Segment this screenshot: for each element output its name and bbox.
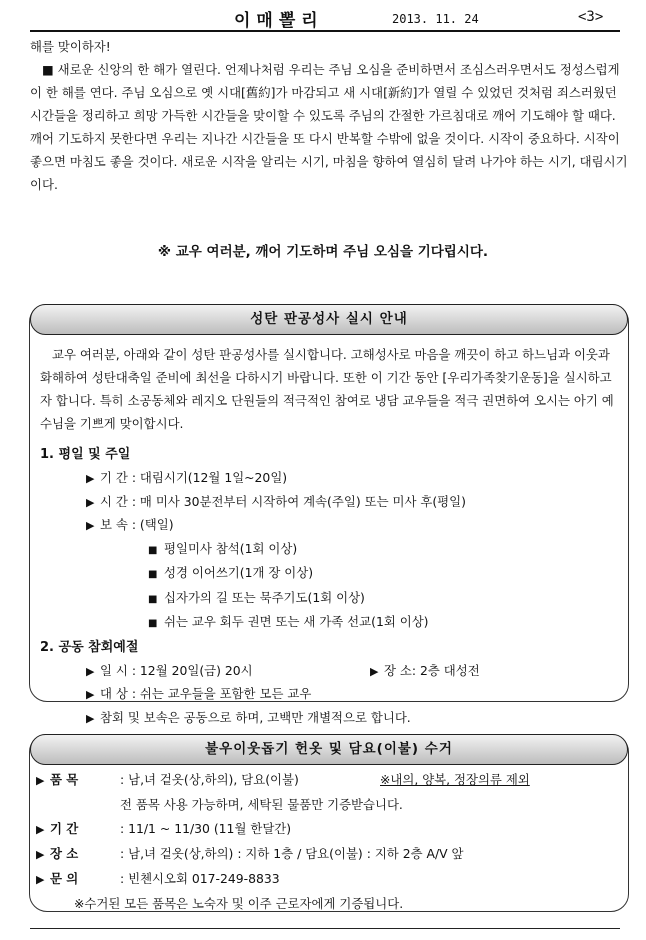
triangle-bullet-icon: ▶ (86, 495, 95, 509)
exclusion-note: ※내의, 양복, 정장의류 제외 (380, 772, 530, 787)
period-row: ▶ 기 간 : 대림시기(12월 1일~20일) (40, 467, 618, 491)
confession-lead: 교우 여러분, 아래와 같이 성탄 판공성사를 실시합니다. 고해성사로 마음을 깨끗이 하고 하느님과 이웃과 화해하여 성탄대축일 준비에 최선을 다하시기 바랍니다. 또한 이 기간 동안 [우리가족찾기운동]을 실시하고자 합니다. 특히 소공동체와 레지오 단원들의 적극적인 참여로 냉담 교우들을 적극 권면하여 오시는 아기 예수님을 기쁘게 맞이합시다. (40, 347, 614, 431)
note-row: ▶ 참회 및 보속은 공동으로 하며, 고백만 개별적으로 합니다. (40, 707, 618, 731)
page-header (30, 8, 620, 32)
triangle-bullet-icon: ▶ (36, 873, 45, 886)
place-row: ▶ 장 소 : 남,녀 겉옷(상,하의) : 지하 1층 / 담요(이불) : 지하 2층 A/V 앞 (36, 842, 618, 867)
triangle-bullet-icon: ▶ (86, 711, 95, 725)
confession-heading: 성탄 판공성사 실시 안내 (30, 304, 628, 335)
square-bullet-icon: ■ (148, 593, 158, 605)
square-bullet-icon: ■ (148, 618, 158, 629)
intro-line: 해를 맞이하자! (30, 39, 111, 54)
option-item: ■ 성경 이어쓰기(1개 장 이상) (40, 562, 618, 587)
donation-heading: 불우이웃돕기 헌옷 및 담요(이불) 수거 (30, 734, 628, 765)
footer-divider (30, 928, 620, 929)
donation-notice-box (29, 734, 629, 912)
newsletter-title: 이매뽈리 (234, 11, 324, 31)
triangle-bullet-icon: ▶ (86, 664, 95, 678)
triangle-bullet-icon: ▶ (36, 848, 45, 861)
triangle-bullet-icon: ▶ (86, 688, 95, 701)
intro-paragraph: ■ 새로운 신앙의 한 해가 열린다. 언제나처럼 우리는 주님 오심을 준비하면서 조심스러우면서도 정성스럽게 이 한 해를 연다. 주님 오심으로 옛 시대[舊約]가 마감되고 새 시대[新約]가 열릴 수 있었던 것처럼 죄스러웠던 시간들을 정리하고 희망 가득한 시간들을 맞이할 수 있도록 주님의 간절한 가르침대로 깨어 기도해야 할 때다. 깨어 기도하지 못한다면 우리는 지나간 시간들을 또 다시 반복할 수밖에 없을 것이다. 시작이 중요하다. 시작이 좋으면 마침도 좋을 것이다. 새로운 시작을 알리는 시기, 마침을 향하여 열심히 달려 나가야 하는 시기, 대림시기이다. (30, 62, 628, 192)
section1-title: 1. 평일 및 주일 (40, 447, 131, 462)
intro-emphasis: ※ 교우 여러분, 깨어 기도하며 주님 오심을 기다립시다. (157, 244, 489, 260)
triangle-bullet-icon: ▶ (370, 664, 379, 678)
option-item: ■ 십자가의 길 또는 묵주기도(1회 이상) (40, 587, 618, 612)
confession-notice-box (29, 304, 629, 725)
square-bullet-icon: ■ (148, 569, 158, 580)
square-bullet-icon: ■ (148, 544, 158, 556)
date-place-row: ▶ 일 시 : 12월 20일(금) 20시 ▶ 장 소: 2층 대성전 (40, 660, 618, 684)
triangle-bullet-icon: ▶ (36, 774, 45, 787)
triangle-bullet-icon: ▶ (86, 519, 95, 532)
triangle-bullet-icon: ▶ (86, 472, 95, 485)
section2-title: 2. 공동 참회예절 (40, 639, 139, 655)
supplement-row: ▶ 보 속 : (택일) (40, 514, 618, 538)
period-row: ▶ 기 간 : 11/1 ~ 11/30 (11월 한달간) (36, 817, 618, 842)
option-item: ■ 평일미사 참석(1회 이상) (40, 538, 618, 563)
target-row: ▶ 대 상 : 쉬는 교우들을 포함한 모든 교우 (40, 683, 618, 707)
option-item: ■ 쉬는 교우 회두 권면 또는 새 가족 선교(1회 이상) (40, 611, 618, 636)
donation-footnote: ※수거된 모든 품목은 노숙자 및 이주 근로자에게 기증됩니다. (74, 896, 404, 911)
triangle-bullet-icon: ▶ (36, 823, 45, 836)
contact-row: ▶ 문 의 : 빈첸시오회 017-249-8833 (36, 867, 618, 892)
intro-article (30, 35, 630, 196)
page-number: <3> (578, 9, 604, 25)
items-row: ▶ 품 목 : 남,녀 겉옷(상,하의), 담요(이불) ※내의, 양복, 정장의류 제외 (36, 768, 618, 793)
items-line2: 전 품목 사용 가능하며, 세탁된 물품만 기증받습니다. (120, 797, 403, 812)
issue-date: 2013. 11. 24 (392, 12, 479, 26)
time-row: ▶ 시 간 : 매 미사 30분전부터 시작하여 계속(주일) 또는 미사 후(평일) (40, 491, 618, 515)
